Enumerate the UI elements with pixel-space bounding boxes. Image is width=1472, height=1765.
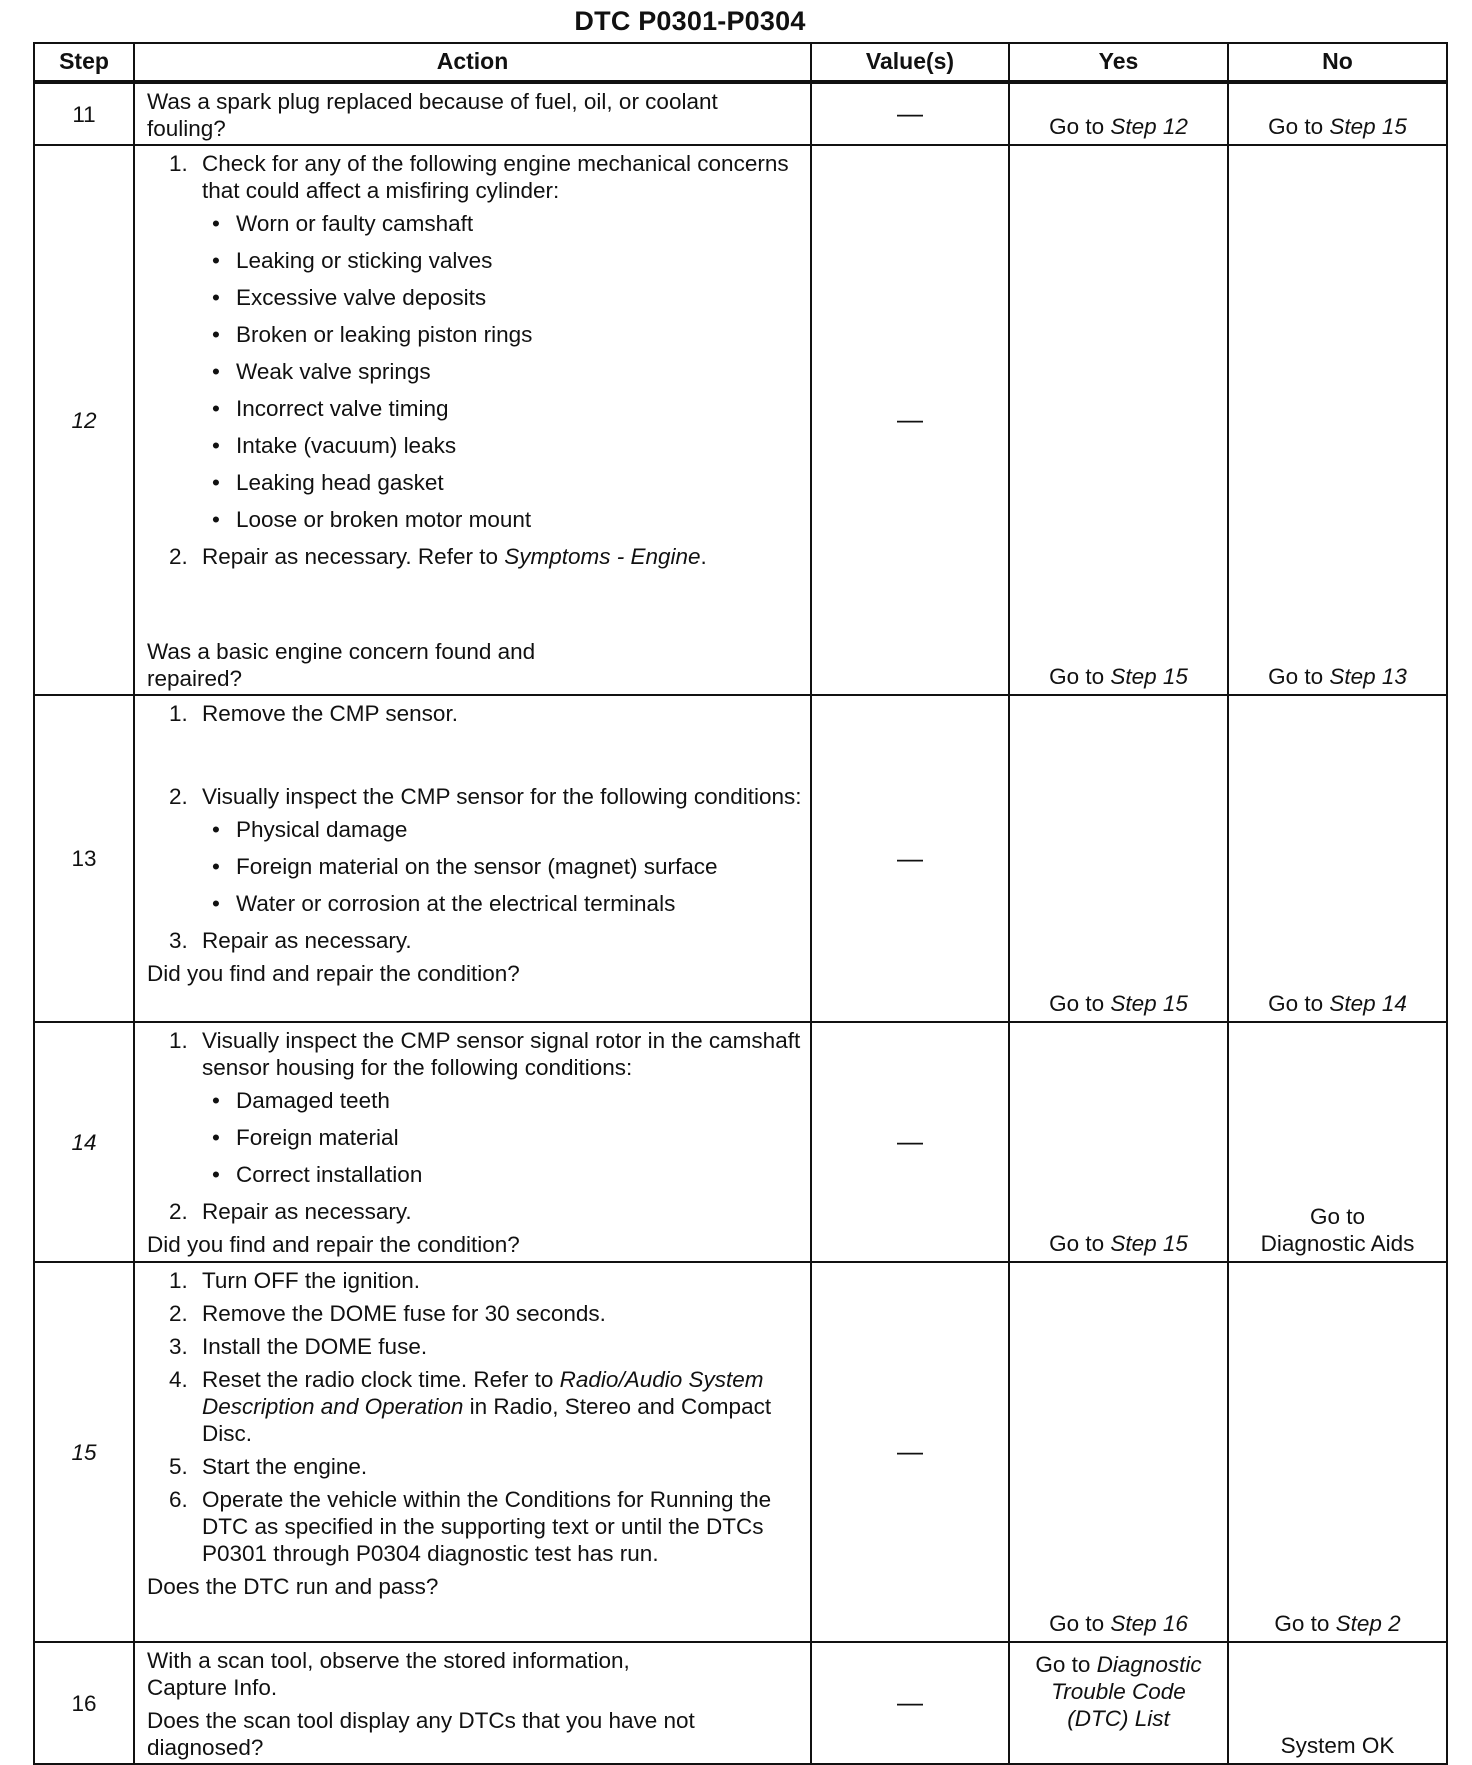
item-text: Install the DOME fuse.: [202, 1334, 428, 1359]
bullet-item: • Foreign material on the sensor (magnet) surface: [202, 853, 802, 880]
header-action: Action: [134, 43, 811, 82]
value-cell: —: [811, 145, 1009, 695]
step-number: 15: [34, 1262, 134, 1642]
question-text: Did you find and repair the condition?: [147, 1232, 520, 1257]
action-item: [147, 1198, 802, 1225]
yes-cell: [1009, 145, 1228, 695]
item-number: 1.: [169, 1268, 188, 1293]
bullet-item: • Damaged teeth: [202, 1087, 802, 1114]
item-text: Repair as necessary.: [202, 928, 412, 953]
yes-link[interactable]: Step 15: [1110, 1231, 1188, 1256]
item-number: 1.: [169, 1028, 188, 1053]
no-prefix: Go to: [1268, 664, 1330, 689]
bullet-item: • Correct installation: [202, 1161, 802, 1188]
bullet-item: • Intake (vacuum) leaks: [202, 432, 802, 459]
action-item: [147, 1453, 802, 1480]
table-row: [34, 145, 1447, 695]
step-number: 11: [34, 82, 134, 145]
item-number: 1.: [169, 151, 188, 176]
action-steps: [147, 150, 802, 570]
item-number: 3.: [169, 928, 188, 953]
yes-cell: [1009, 1262, 1228, 1642]
item-text: Repair as necessary. Refer to: [202, 544, 505, 569]
no-prefix: Go to: [1268, 991, 1330, 1016]
yes-link[interactable]: Step 12: [1110, 114, 1188, 139]
action-steps: [147, 1027, 802, 1225]
action-cell: [134, 82, 811, 145]
bullet-item: • Broken or leaking piston rings: [202, 321, 802, 348]
yes-link[interactable]: Step 15: [1110, 991, 1188, 1016]
bullet-list: [202, 1087, 802, 1188]
item-text: Operate the vehicle within the Conditions for Running the DTC as specified in the supporting text or until the DTCs P0301 through P0304 diagnostic test has run.: [202, 1487, 772, 1566]
item-number: 5.: [169, 1454, 188, 1479]
yes-cell: [1009, 1022, 1228, 1262]
item-number: 2.: [169, 544, 188, 569]
no-cell: [1228, 695, 1447, 1022]
question-text: Does the DTC run and pass?: [147, 1574, 439, 1599]
item-text: Start the engine.: [202, 1454, 368, 1479]
table-row: [34, 695, 1447, 1022]
no-prefix: Go to: [1268, 114, 1330, 139]
yes-cell: [1009, 695, 1228, 1022]
value-cell: —: [811, 1642, 1009, 1764]
yes-prefix: Go to: [1049, 114, 1111, 139]
value-cell: —: [811, 695, 1009, 1022]
no-link[interactable]: Step 13: [1329, 664, 1407, 689]
item-text: Remove the DOME fuse for 30 seconds.: [202, 1301, 606, 1326]
table-row: [34, 1022, 1447, 1262]
item-number: 3.: [169, 1334, 188, 1359]
action-item: [147, 1366, 802, 1447]
yes-prefix: Go to: [1049, 991, 1111, 1016]
no-link[interactable]: Step 2: [1335, 1611, 1401, 1636]
action-cell: [134, 145, 811, 695]
yes-prefix: Go to: [1049, 1611, 1111, 1636]
action-cell: [134, 1642, 811, 1764]
item-text: Repair as necessary.: [202, 1199, 412, 1224]
item-text: Visually inspect the CMP sensor for the following conditions:: [202, 784, 802, 809]
header-no: No: [1228, 43, 1447, 82]
header-values: Value(s): [811, 43, 1009, 82]
no-link[interactable]: Diagnostic Aids: [1260, 1231, 1415, 1256]
item-text: Turn OFF the ignition.: [202, 1268, 421, 1293]
no-cell: [1228, 1262, 1447, 1642]
step-number: 14: [34, 1022, 134, 1262]
item-tail: in Radio, Stereo and Compact Disc.: [202, 1394, 772, 1446]
item-number: 2.: [169, 1301, 188, 1326]
action-item: [147, 1027, 802, 1188]
value-cell: —: [811, 82, 1009, 145]
question-text: Did you find and repair the condition?: [147, 961, 520, 986]
item-tail: .: [700, 544, 707, 569]
question-text: Was a spark plug replaced because of fuel, oil, or coolant fouling?: [147, 89, 718, 141]
table-row: [34, 1262, 1447, 1642]
no-cell: [1228, 145, 1447, 695]
yes-link[interactable]: Diagnostic Trouble Code (DTC) List: [1051, 1652, 1202, 1731]
no-text: System OK: [1280, 1733, 1395, 1758]
bullet-list: [202, 816, 802, 917]
question-text: Was a basic engine concern found and repaired?: [147, 639, 536, 691]
no-prefix: Go to: [1274, 1611, 1336, 1636]
action-cell: [134, 695, 811, 1022]
action-item: [147, 700, 802, 777]
bullet-item: • Excessive valve deposits: [202, 284, 802, 311]
bullet-item: • Incorrect valve timing: [202, 395, 802, 422]
header-step: Step: [34, 43, 134, 82]
header-row: [34, 43, 1447, 82]
action-item: [147, 783, 802, 917]
table-row: [34, 1642, 1447, 1764]
action-item: [147, 150, 802, 533]
no-link[interactable]: Step 14: [1329, 991, 1407, 1016]
action-steps: [147, 1267, 802, 1567]
bullet-item: • Weak valve springs: [202, 358, 802, 385]
no-cell: [1228, 82, 1447, 145]
no-line-1: Go to: [1309, 1204, 1366, 1229]
no-cell: [1228, 1022, 1447, 1262]
action-item: [147, 927, 802, 954]
intro-text: With a scan tool, observe the stored information, Capture Info.: [147, 1648, 630, 1700]
yes-cell: [1009, 1642, 1228, 1764]
question-text: Does the scan tool display any DTCs that you have not diagnosed?: [147, 1708, 695, 1760]
no-link[interactable]: Step 15: [1329, 114, 1407, 139]
bullet-item: • Leaking or sticking valves: [202, 247, 802, 274]
no-cell: [1228, 1642, 1447, 1764]
bullet-list: [202, 210, 802, 533]
yes-cell: [1009, 82, 1228, 145]
header-yes: Yes: [1009, 43, 1228, 82]
action-item: [147, 1486, 802, 1567]
item-number: 2.: [169, 784, 188, 809]
page-title: DTC P0301-P0304: [574, 6, 806, 36]
step-number: 12: [34, 145, 134, 695]
yes-prefix: Go to: [1049, 664, 1111, 689]
reference-link[interactable]: Radio/Audio System Description and Operation: [202, 1367, 764, 1419]
item-text: Reset the radio clock time. Refer to: [202, 1367, 560, 1392]
action-item: [147, 543, 802, 570]
action-steps: [147, 700, 802, 954]
action-item: [147, 1300, 802, 1327]
item-number: 4.: [169, 1367, 188, 1392]
value-cell: —: [811, 1262, 1009, 1642]
reference-link[interactable]: Symptoms - Engine: [504, 544, 701, 569]
bullet-item: • Foreign material: [202, 1124, 802, 1151]
bullet-item: • Worn or faulty camshaft: [202, 210, 802, 237]
yes-prefix: Go to: [1035, 1652, 1097, 1677]
step-number: 13: [34, 695, 134, 1022]
item-number: 1.: [169, 701, 188, 726]
bullet-item: • Leaking head gasket: [202, 469, 802, 496]
bullet-item: • Physical damage: [202, 816, 802, 843]
action-item: [147, 1267, 802, 1294]
table-row: [34, 82, 1447, 145]
action-cell: [134, 1262, 811, 1642]
bullet-item: • Loose or broken motor mount: [202, 506, 802, 533]
item-number: 2.: [169, 1199, 188, 1224]
yes-link[interactable]: Step 15: [1110, 664, 1188, 689]
value-cell: —: [811, 1022, 1009, 1262]
item-text: Visually inspect the CMP sensor signal rotor in the camshaft sensor housing for the following conditions:: [202, 1028, 801, 1080]
item-text: Remove the CMP sensor.: [202, 701, 458, 726]
item-text: Check for any of the following engine mechanical concerns that could affect a misfiring cylinder:: [202, 151, 789, 203]
item-number: 6.: [169, 1487, 188, 1512]
diagnostic-table: [33, 42, 1448, 1765]
action-item: [147, 1333, 802, 1360]
action-cell: [134, 1022, 811, 1262]
step-number: 16: [34, 1642, 134, 1764]
yes-link[interactable]: Step 16: [1110, 1611, 1188, 1636]
yes-prefix: Go to: [1049, 1231, 1111, 1256]
bullet-item: • Water or corrosion at the electrical terminals: [202, 890, 802, 917]
